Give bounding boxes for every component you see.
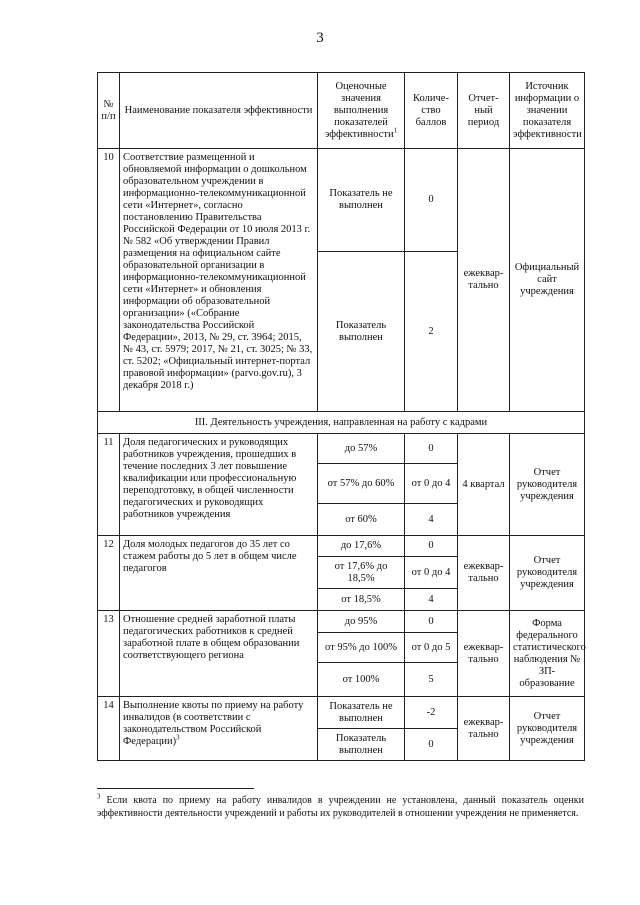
row-11-points-1: 0 — [405, 434, 458, 464]
page-number: 3 — [316, 30, 324, 46]
row-12-points-2: от 0 до 4 — [405, 557, 458, 589]
table-row-10 — [98, 149, 585, 252]
row-11-period: 4 квартал — [458, 434, 510, 536]
row-13-points-2: от 0 до 5 — [405, 633, 458, 663]
row-13-points-3: 5 — [405, 663, 458, 697]
row-14-value-2: Показатель выполнен — [318, 729, 405, 761]
row-14-points-2: 0 — [405, 729, 458, 761]
table-row-13 — [98, 611, 585, 633]
row-13-num: 13 — [98, 611, 120, 697]
table-row-11 — [98, 434, 585, 464]
footnote-divider — [97, 788, 254, 789]
row-11-points-3: 4 — [405, 504, 458, 536]
footnote-ref-3: 3 — [176, 733, 180, 742]
row-10-name: Соответствие размещенной и обновляемой информации о дошкольном образовательном учреждении в информационно-телекоммуникационной сети «Интернет», согласно постановлению Правительства Российской Федерации от 10 июля 2013 г. № 582 «Об утверждении Правил размещения на официальном сайте образовательной организации в информационно-телекоммуникационной сети «Интернет» и обновления информации об образовательной организации» («Собрание законодательства Российской Федерации», 2013, № 29, ст. 3964; 2015, № 43, ст. 5979; 2017, № 21, ст. 3025; № 33, ст. 5202; «Официальный интернет-портал правовой информации» (parvo.gov.ru), 3 декабря 2018 г.) — [120, 149, 318, 412]
row-14-num: 14 — [98, 697, 120, 761]
row-10-num: 10 — [98, 149, 120, 412]
row-13-period: ежеквар-тально — [458, 611, 510, 697]
header-name: Наименование показателя эффективности — [120, 73, 318, 149]
header-points: Количе-ство баллов — [405, 73, 458, 149]
row-10-period: ежеквар-тально — [458, 149, 510, 412]
row-13-name: Отношение средней заработной платы педагогических работников к средней заработной плате в общем образовании соответствующего региона — [120, 611, 318, 697]
row-12-value-1: до 17,6% — [318, 536, 405, 557]
header-num: № п/п — [98, 73, 120, 149]
table-row-14 — [98, 697, 585, 729]
section-3-heading: III. Деятельность учреждения, направленная на работу с кадрами — [98, 412, 585, 434]
row-12-period: ежеквар-тально — [458, 536, 510, 611]
footnote-ref-1: 1 — [393, 126, 398, 134]
row-12-source: Отчет руководителя учреждения — [510, 536, 585, 611]
row-13-source: Форма федерального статистического наблюдения № ЗП-образование — [510, 611, 585, 697]
row-14-points-1: -2 — [405, 697, 458, 729]
section-row — [98, 412, 585, 434]
row-12-value-2: от 17,6% до 18,5% — [318, 557, 405, 589]
footnote-text: Если квота по приему на работу инвалидов в учреждении не установлена, данный показатель оценки эффективности деятельности учреждений и работы их руководителей в отношении учреждения не применяется. — [97, 795, 584, 819]
table-header-row — [98, 73, 585, 149]
footnote — [97, 792, 584, 820]
header-source: Источник информации о значении показателя эффективности — [510, 73, 585, 149]
efficiency-indicators-table — [97, 72, 585, 761]
row-11-value-1: до 57% — [318, 434, 405, 464]
row-12-value-3: от 18,5% — [318, 589, 405, 611]
row-14-value-1: Показатель не выполнен — [318, 697, 405, 729]
row-10-points-1: 0 — [405, 149, 458, 252]
row-14-period: ежеквар-тально — [458, 697, 510, 761]
row-12-points-1: 0 — [405, 536, 458, 557]
row-11-value-2: от 57% до 60% — [318, 464, 405, 504]
row-11-source: Отчет руководителя учреждения — [510, 434, 585, 536]
row-12-num: 12 — [98, 536, 120, 611]
row-10-points-2: 2 — [405, 252, 458, 412]
row-13-value-3: от 100% — [318, 663, 405, 697]
row-14-name: Выполнение квоты по приему на работу инвалидов (в соответствии с законодательством Российской Федерации)$^3$ — [120, 697, 318, 761]
row-13-value-1: до 95% — [318, 611, 405, 633]
header-values: Оценочные значения выполнения показателей эффективности$^1$ — [318, 73, 405, 149]
row-10-value-1: Показатель не выполнен — [318, 149, 405, 252]
row-13-points-1: 0 — [405, 611, 458, 633]
row-10-value-2: Показатель выполнен — [318, 252, 405, 412]
row-12-name: Доля молодых педагогов до 35 лет со стажем работы до 5 лет в общем числе педагогов — [120, 536, 318, 611]
row-11-points-2: от 0 до 4 — [405, 464, 458, 504]
row-11-value-3: от 60% — [318, 504, 405, 536]
table-row-12 — [98, 536, 585, 557]
row-13-value-2: от 95% до 100% — [318, 633, 405, 663]
row-10-source: Официальный сайт учреждения — [510, 149, 585, 412]
header-period: Отчет-ный период — [458, 73, 510, 149]
footnote-mark: 3 — [97, 792, 101, 801]
row-12-points-3: 4 — [405, 589, 458, 611]
row-11-num: 11 — [98, 434, 120, 536]
row-14-source: Отчет руководителя учреждения — [510, 697, 585, 761]
row-11-name: Доля педагогических и руководящих работников учреждения, прошедших в течение последних 3 лет повышение квалификации или профессиональную переподготовку, в общей численности педагогических и руководящих работников учреждения — [120, 434, 318, 536]
